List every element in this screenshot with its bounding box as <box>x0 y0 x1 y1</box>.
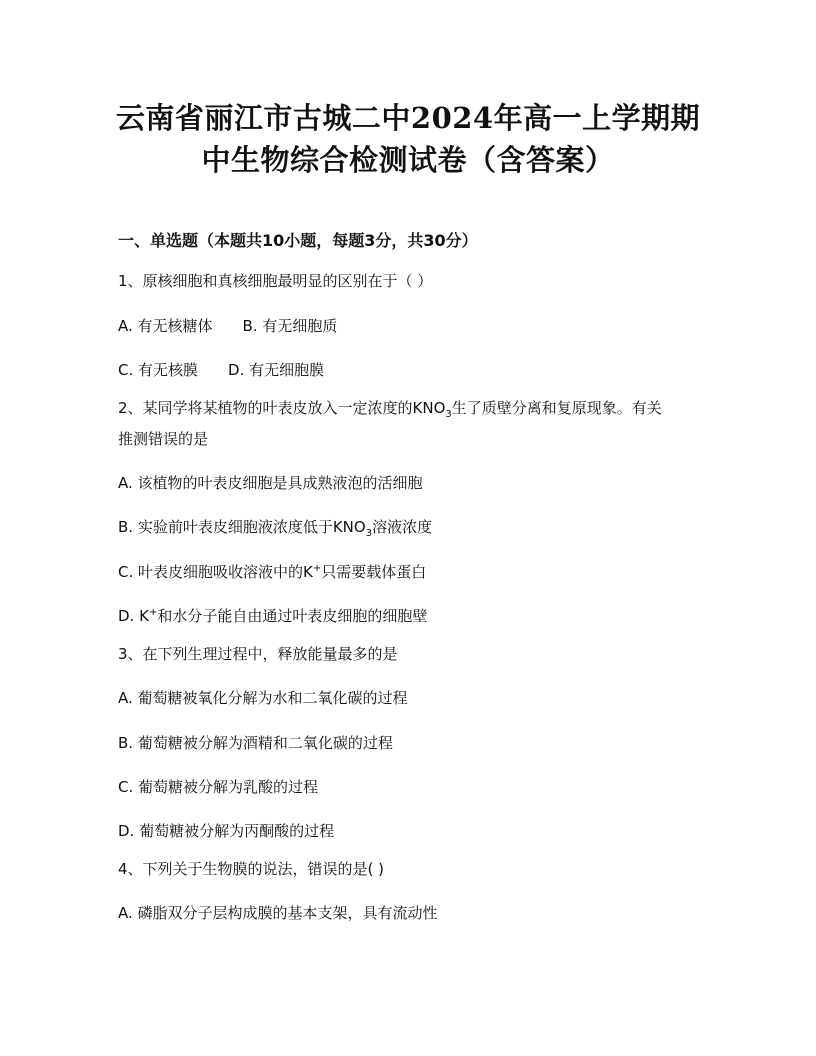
subscript-3: 3 <box>445 409 452 420</box>
question-3-option-b: B. 葡萄糖被分解为酒精和二氧化碳的过程 <box>118 734 393 752</box>
document-title-line-2: 中生物综合检测试卷（含答案） <box>201 143 615 177</box>
question-3-stem: 3、在下列生理过程中，释放能量最多的是 <box>118 645 398 663</box>
question-2-option-b <box>118 516 432 538</box>
option-b-text: 溶液浓度 <box>372 518 433 536</box>
question-2-option-d <box>118 605 427 627</box>
question-2-stem-part: 2、某同学将某植物的叶表皮放入一定浓度的KNO <box>118 399 446 417</box>
question-1-option-d: D. 有无细胞膜 <box>228 361 325 379</box>
section-heading: 一、单选题（本题共10小题，每题3分，共30分） <box>118 231 478 250</box>
question-2-option-c <box>118 561 426 583</box>
question-4-option-a: A. 磷脂双分子层构成膜的基本支架，具有流动性 <box>118 904 438 922</box>
question-1-stem: 1、原核细胞和真核细胞最明显的区别在于（ ） <box>118 272 433 290</box>
option-d-text: 和水分子能自由通过叶表皮细胞的细胞壁 <box>157 607 428 625</box>
document-title-line-1: 云南省丽江市古城二中2024年高一上学期期 <box>115 101 701 135</box>
question-4-stem: 4、下列关于生物膜的说法，错误的是( ) <box>118 860 385 878</box>
question-1-option-b: B. 有无细胞质 <box>242 317 338 335</box>
option-d-text: D. K <box>118 607 149 625</box>
question-2-stem-part: 生了质壁分离和复原现象。有关 <box>451 399 662 417</box>
superscript-plus: + <box>312 563 322 574</box>
question-1-options-row-1 <box>118 315 337 337</box>
option-c-text: C. 叶表皮细胞吸收溶液中的K <box>118 563 313 581</box>
superscript-plus: + <box>148 607 158 618</box>
option-c-text: 只需要载体蛋白 <box>321 563 427 581</box>
question-2-stem-line-1 <box>118 397 662 419</box>
question-3-option-d: D. 葡萄糖被分解为丙酮酸的过程 <box>118 822 335 840</box>
question-1-option-a: A. 有无核糖体 <box>118 317 213 335</box>
question-1-option-c: C. 有无核膜 <box>118 361 199 379</box>
question-3-option-a: A. 葡萄糖被氧化分解为水和二氧化碳的过程 <box>118 689 408 707</box>
subscript-3: 3 <box>365 528 373 539</box>
question-2-stem-line-2: 推测错误的是 <box>118 430 209 448</box>
question-1-options-row-2 <box>118 359 324 381</box>
question-2-option-a: A. 该植物的叶表皮细胞是具成熟液泡的活细胞 <box>118 474 423 492</box>
option-b-text: B. 实验前叶表皮细胞液浓度低于KNO <box>118 518 366 536</box>
question-3-option-c: C. 葡萄糖被分解为乳酸的过程 <box>118 778 319 796</box>
